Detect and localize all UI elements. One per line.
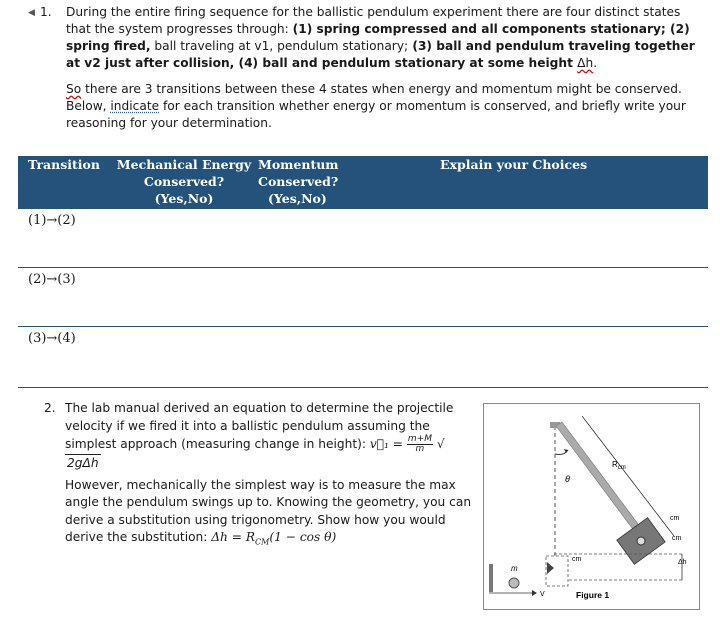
projectile-ball — [509, 578, 519, 588]
state-3: (3) ball and pendulum traveling together at v2 just after collision, — [66, 39, 695, 70]
delta-h-label: Δh — [678, 559, 687, 566]
collapse-triangle-icon[interactable]: ◀ — [28, 8, 35, 18]
formula-subscript: CM — [255, 537, 270, 547]
header-line: (Yes,No) — [154, 191, 214, 206]
velocity-label: V — [540, 591, 545, 598]
mass-fraction — [407, 435, 433, 454]
delta-h: Δh — [577, 56, 594, 70]
text-run: indicate — [110, 99, 160, 113]
launcher-post — [489, 564, 493, 592]
header-transition: Transition — [18, 156, 110, 209]
state-1: (1) spring compressed and all components stationary; — [292, 22, 666, 36]
text-run: for each transition whether energy or momentum is conserved, and briefly write your reasoning for your determination. — [66, 99, 686, 130]
text-run: . — [593, 56, 598, 70]
header-line: Momentum — [258, 157, 339, 172]
theta-label: θ — [565, 474, 570, 484]
catcher-ball — [637, 537, 645, 545]
header-momentum — [258, 156, 354, 209]
transition-label: (3)→(4) — [18, 327, 110, 388]
table-row — [18, 268, 708, 327]
state-4: (4) ball and pendulum stationary at some height — [234, 56, 578, 70]
ballistic-pendulum-diagram — [484, 404, 699, 609]
rcm-label: $R_{cm}$ — [612, 460, 626, 471]
question-1-paragraph-2 — [66, 81, 706, 132]
mass-label: m — [511, 564, 518, 573]
transition-label: (2)→(3) — [18, 268, 110, 327]
header-line: Conserved? — [258, 174, 339, 189]
question-1-text — [66, 4, 706, 132]
rest-cm-label: cm — [572, 556, 582, 563]
header-explain: Explain your Choices — [354, 156, 708, 209]
momentum-cell[interactable] — [258, 209, 354, 268]
fraction-denominator: m — [415, 444, 425, 454]
explanation-cell[interactable] — [354, 209, 708, 268]
question-number: 1. — [40, 5, 52, 19]
table-row — [18, 209, 708, 268]
text-run: However, mechanically the simplest way is to measure the max angle the pendulum swings up to. Knowing the geometry, you can derive a substitution using trigonometry. Show how you would derive the substitution: — [65, 477, 472, 544]
table-header-row — [18, 156, 708, 209]
velocity-arrowhead — [532, 590, 537, 596]
velocity-symbol: v⃗₁ = — [369, 437, 404, 451]
formula-main: Δh = R — [211, 530, 256, 544]
figure-caption: Figure 1 — [576, 590, 610, 600]
text-run: So — [66, 82, 82, 96]
header-line: Conserved? — [143, 174, 225, 189]
momentum-cell[interactable] — [258, 327, 354, 388]
text-run: ball traveling at v1, pendulum stationary; — [150, 39, 409, 53]
substitution-formula — [211, 530, 337, 547]
question-number: 2. — [44, 401, 56, 415]
question-2-paragraph-1: The lab manual derived an equation to determine the projectile velocity if we fired it into a ballistic pendulum assuming the simplest approach (measuring change in height): v⃗₁ = $\frac{m+M}{m}$ √2gΔh — [65, 400, 475, 473]
transition-table — [18, 156, 708, 388]
header-mechanical-energy — [110, 156, 258, 209]
explanation-cell[interactable] — [354, 327, 708, 388]
figure-1-box — [483, 403, 700, 610]
cm-label: cm — [672, 535, 682, 542]
question-2-text — [65, 400, 475, 551]
question-1-paragraph-1 — [66, 4, 706, 72]
transition-label: (1)→(2) — [18, 209, 110, 268]
mechanical-energy-cell[interactable] — [110, 268, 258, 327]
state-2: (2) spring fired, — [66, 22, 690, 53]
header-line: Mechanical Energy — [116, 157, 252, 172]
momentum-cell[interactable] — [258, 268, 354, 327]
text-run: The lab manual derived an equation to determine the projectile velocity if we fired it into a ballistic pendulum assuming the simplest approach (measuring change in height): — [65, 401, 454, 451]
sqrt-argument: 2gΔh — [65, 454, 101, 473]
fraction-numerator: m+M — [407, 434, 432, 444]
explanation-cell[interactable] — [354, 268, 708, 327]
header-line: (Yes,No) — [268, 191, 327, 206]
mechanical-energy-cell[interactable] — [110, 209, 258, 268]
text-run: During the entire firing sequence for the ballistic pendulum experiment there are four distinct states that the system progresses through: — [66, 5, 681, 36]
formula-end: (1 − cos θ) — [269, 530, 337, 544]
cm-label: cm — [670, 515, 680, 522]
text-run: there are 3 transitions between these 4 states when energy and momentum might be conserved. Below, — [66, 82, 682, 113]
question-2-paragraph-2 — [65, 477, 475, 551]
table-row — [18, 327, 708, 388]
mechanical-energy-cell[interactable] — [110, 327, 258, 388]
